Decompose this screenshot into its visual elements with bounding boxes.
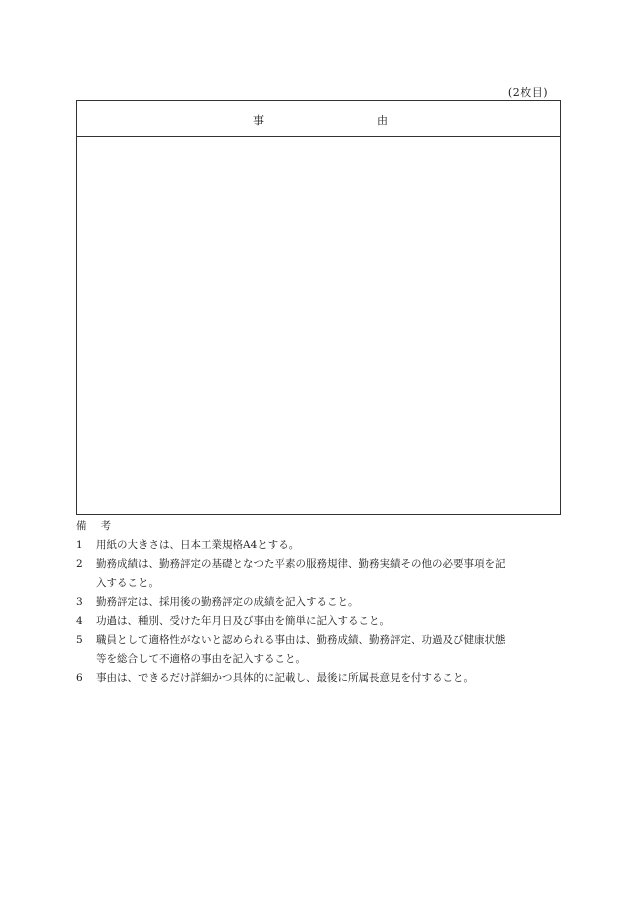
note-number: 4 [76,615,83,627]
header-label-yu: 由 [377,114,388,127]
note-number: 6 [76,672,83,684]
note-item [76,593,566,612]
note-item [76,555,566,593]
note-number: 3 [76,596,83,608]
note-number: 1 [76,539,83,551]
notes-title-kou: 考 [100,520,111,532]
note-text: 勤務評定は、採用後の勤務評定の成績を記入すること。 [96,596,359,608]
note-text: 職員として適格性がないと認められる事由は、勤務成績、勤務評定、功過及び健康状態 [96,634,506,646]
note-item [76,612,566,631]
note-item [76,631,566,669]
page-number: (2枚目) [507,86,548,99]
note-text: 用紙の大きさは、日本工業規格A4とする。 [96,539,300,551]
notes-title-bi: 備 [76,520,87,532]
note-number: 5 [76,634,83,646]
notes-section [76,517,566,688]
note-text: 功過は、種別、受けた年月日及び事由を簡単に記入すること。 [96,615,390,627]
note-item [76,536,566,555]
header-label-ji: 事 [253,114,264,127]
note-text-continuation: 等を総合して不適格の事由を記入すること。 [96,653,306,665]
reason-form-box [76,100,561,515]
notes-title [76,517,566,536]
note-text: 勤務成績は、勤務評定の基礎となつた平素の服務規律、勤務実績その他の必要事項を記 [96,558,506,570]
note-number: 2 [76,558,83,570]
note-text-continuation: 入すること。 [96,577,159,589]
reason-entry-area[interactable] [77,137,560,514]
note-item [76,669,566,688]
form-header [77,101,560,137]
note-text: 事由は、できるだけ詳細かつ具体的に記載し、最後に所属長意見を付すること。 [96,672,474,684]
